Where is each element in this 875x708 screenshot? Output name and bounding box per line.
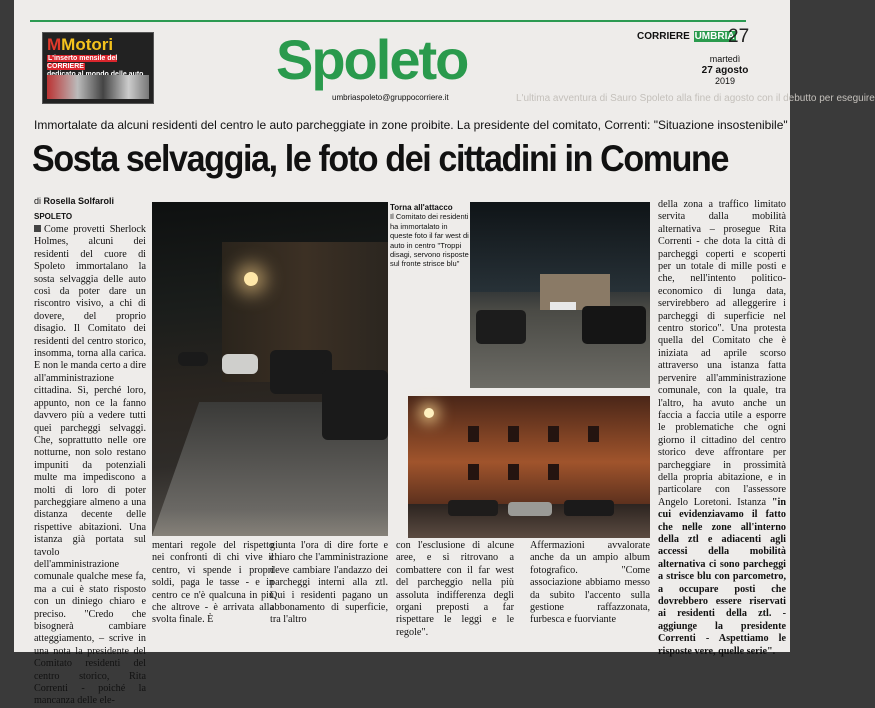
bleed-through-text: L'ultima avventura di Sauro Spoleto alla fine di agosto con il debutto per eseguire xyxy=(516,93,875,104)
masthead-logo: CORRIERE UMBRIA xyxy=(637,31,735,42)
article-column-4b: Affermazioni avvalorate anche da un ampio album fotografico. "Come associazione abbiamo messo da subito l'accento sulla gestione raffazzonata, furbesca e fuorviante xyxy=(530,540,650,626)
article-headline: Sosta selvaggia, le foto dei cittadini in Comune xyxy=(32,138,729,179)
section-title: Spoleto xyxy=(276,28,468,91)
article-column-3: giunta l'ora di dire forte e chiaro che l'amministrazione deve cambiare l'andazzo dei parcheggi interni alla ztl. Qui i residenti pagano un abbonamento di superficie, tra l'altro xyxy=(270,540,388,626)
article-column-4: con l'esclusione di alcune aree, e si ritrovano a combattere con il far west del parcheggio nella più assoluta indifferenza degli organi preposti a far rispettare le leggi e le regole". xyxy=(396,540,514,638)
article-subtitle: Immortalate da alcuni residenti del centro le auto parcheggiate in zone proibite. La presidente del comitato, Correnti: "Situazione insostenibile" xyxy=(34,118,788,132)
article-column-2: mentari regole del rispetto nei confronti di chi vive il centro, vi spende i propri soldi, paga le tasse - e in centro ce n'è qualcuna in più che altrove - è arrivata alla svolta finale. È xyxy=(152,540,274,626)
lit-building-photo xyxy=(408,396,650,538)
motori-promo xyxy=(42,32,154,104)
parking-lot-photo xyxy=(470,202,650,388)
promo-text: L'inserto mensile del CORRIERE xyxy=(47,55,118,70)
byline: di Rosella Solfaroli xyxy=(34,196,115,206)
page-number: 27 xyxy=(728,26,750,47)
article-column-5: della zona a traffico limitato servita dalla mobilità alternativa – prosegue Rita Correnti - che dota la città di parcheggi coperti e scoperti per un totale di mille posti e che, nell'intento politico-economico di lunga data, servirebbero ad alleggerire i parcheggi di superficie nel centro storico". Una protesta quella del Comitato che è iniziata ad aprile scorso attraverso una istanza fatta pervenire all'amministrazione comunale, con la quale, tra l'altro, ha avuto anche un faccia a faccia utile a esporre le problematiche che ogni giorno il cittadino del centro storico deve affrontare per parcheggiare in prossimità della propria abitazione, e in particolare con l'assessore Angelo Loretoni. Istanza "in cui evidenziavamo il fatto che nelle zone all'interno della ztl e adiacenti agli accessi della mobilità alternativa ci sono parcheggi a strisce blu con parcometro, a occupare posti che dovrebbero essere riservati ai residenti della ztl. - aggiunge la presidente Correnti - Aspettiamo le risposte vere, quelle serie". xyxy=(658,199,786,657)
photo-caption: Torna all'attacco Il Comitato dei residenti ha immortalato in queste foto il far west di auto in centro "Troppi disagi, servono risposte sul fronte strisce blu" xyxy=(390,203,469,269)
newspaper-page xyxy=(14,0,875,707)
promo-cars-image xyxy=(47,75,149,99)
promo-title: MMotori xyxy=(47,35,114,54)
article-column-1: Come provetti Sherlock Holmes, alcuni dei residenti del cuore di Spoleto immortalano la sosta selvaggia delle auto così da poter dare un riscontro visivo, a chi di dovere, del proprio disagio. Il Comitato dei residenti del centro storico, insomma, torna alla carica. E non le manda certo a dire all'amministrazione cittadina. Sì, perché loro, appunto, non ce la fanno davvero più a vedere tutti quei parcheggi selvaggi. Che, soprattutto nelle ore notturne, non solo restano impuniti da potenziali multe ma impediscono a molti di loro di poter parcheggiare almeno a una distanza decente delle rispettive abitazioni. Una istanza già portata sul tavolo dell'amministrazione comunale qualche mese fa, ma a cui è stato risposto con un diniego chiaro e preciso. "Credo che bisognerà cambiare atteggiamento, – scrive in una nota la presidente del Comitato residenti del centro storico, Rita Correnti - poiché la mancanza delle ele- xyxy=(34,224,147,707)
header-rule xyxy=(30,20,746,22)
section-email: umbriaspoleto@gruppocorriere.it xyxy=(332,93,449,102)
night-street-photo xyxy=(152,202,388,536)
dateline: SPOLETO xyxy=(34,212,73,221)
issue-date: martedì 27 agosto 2019 xyxy=(701,54,749,86)
